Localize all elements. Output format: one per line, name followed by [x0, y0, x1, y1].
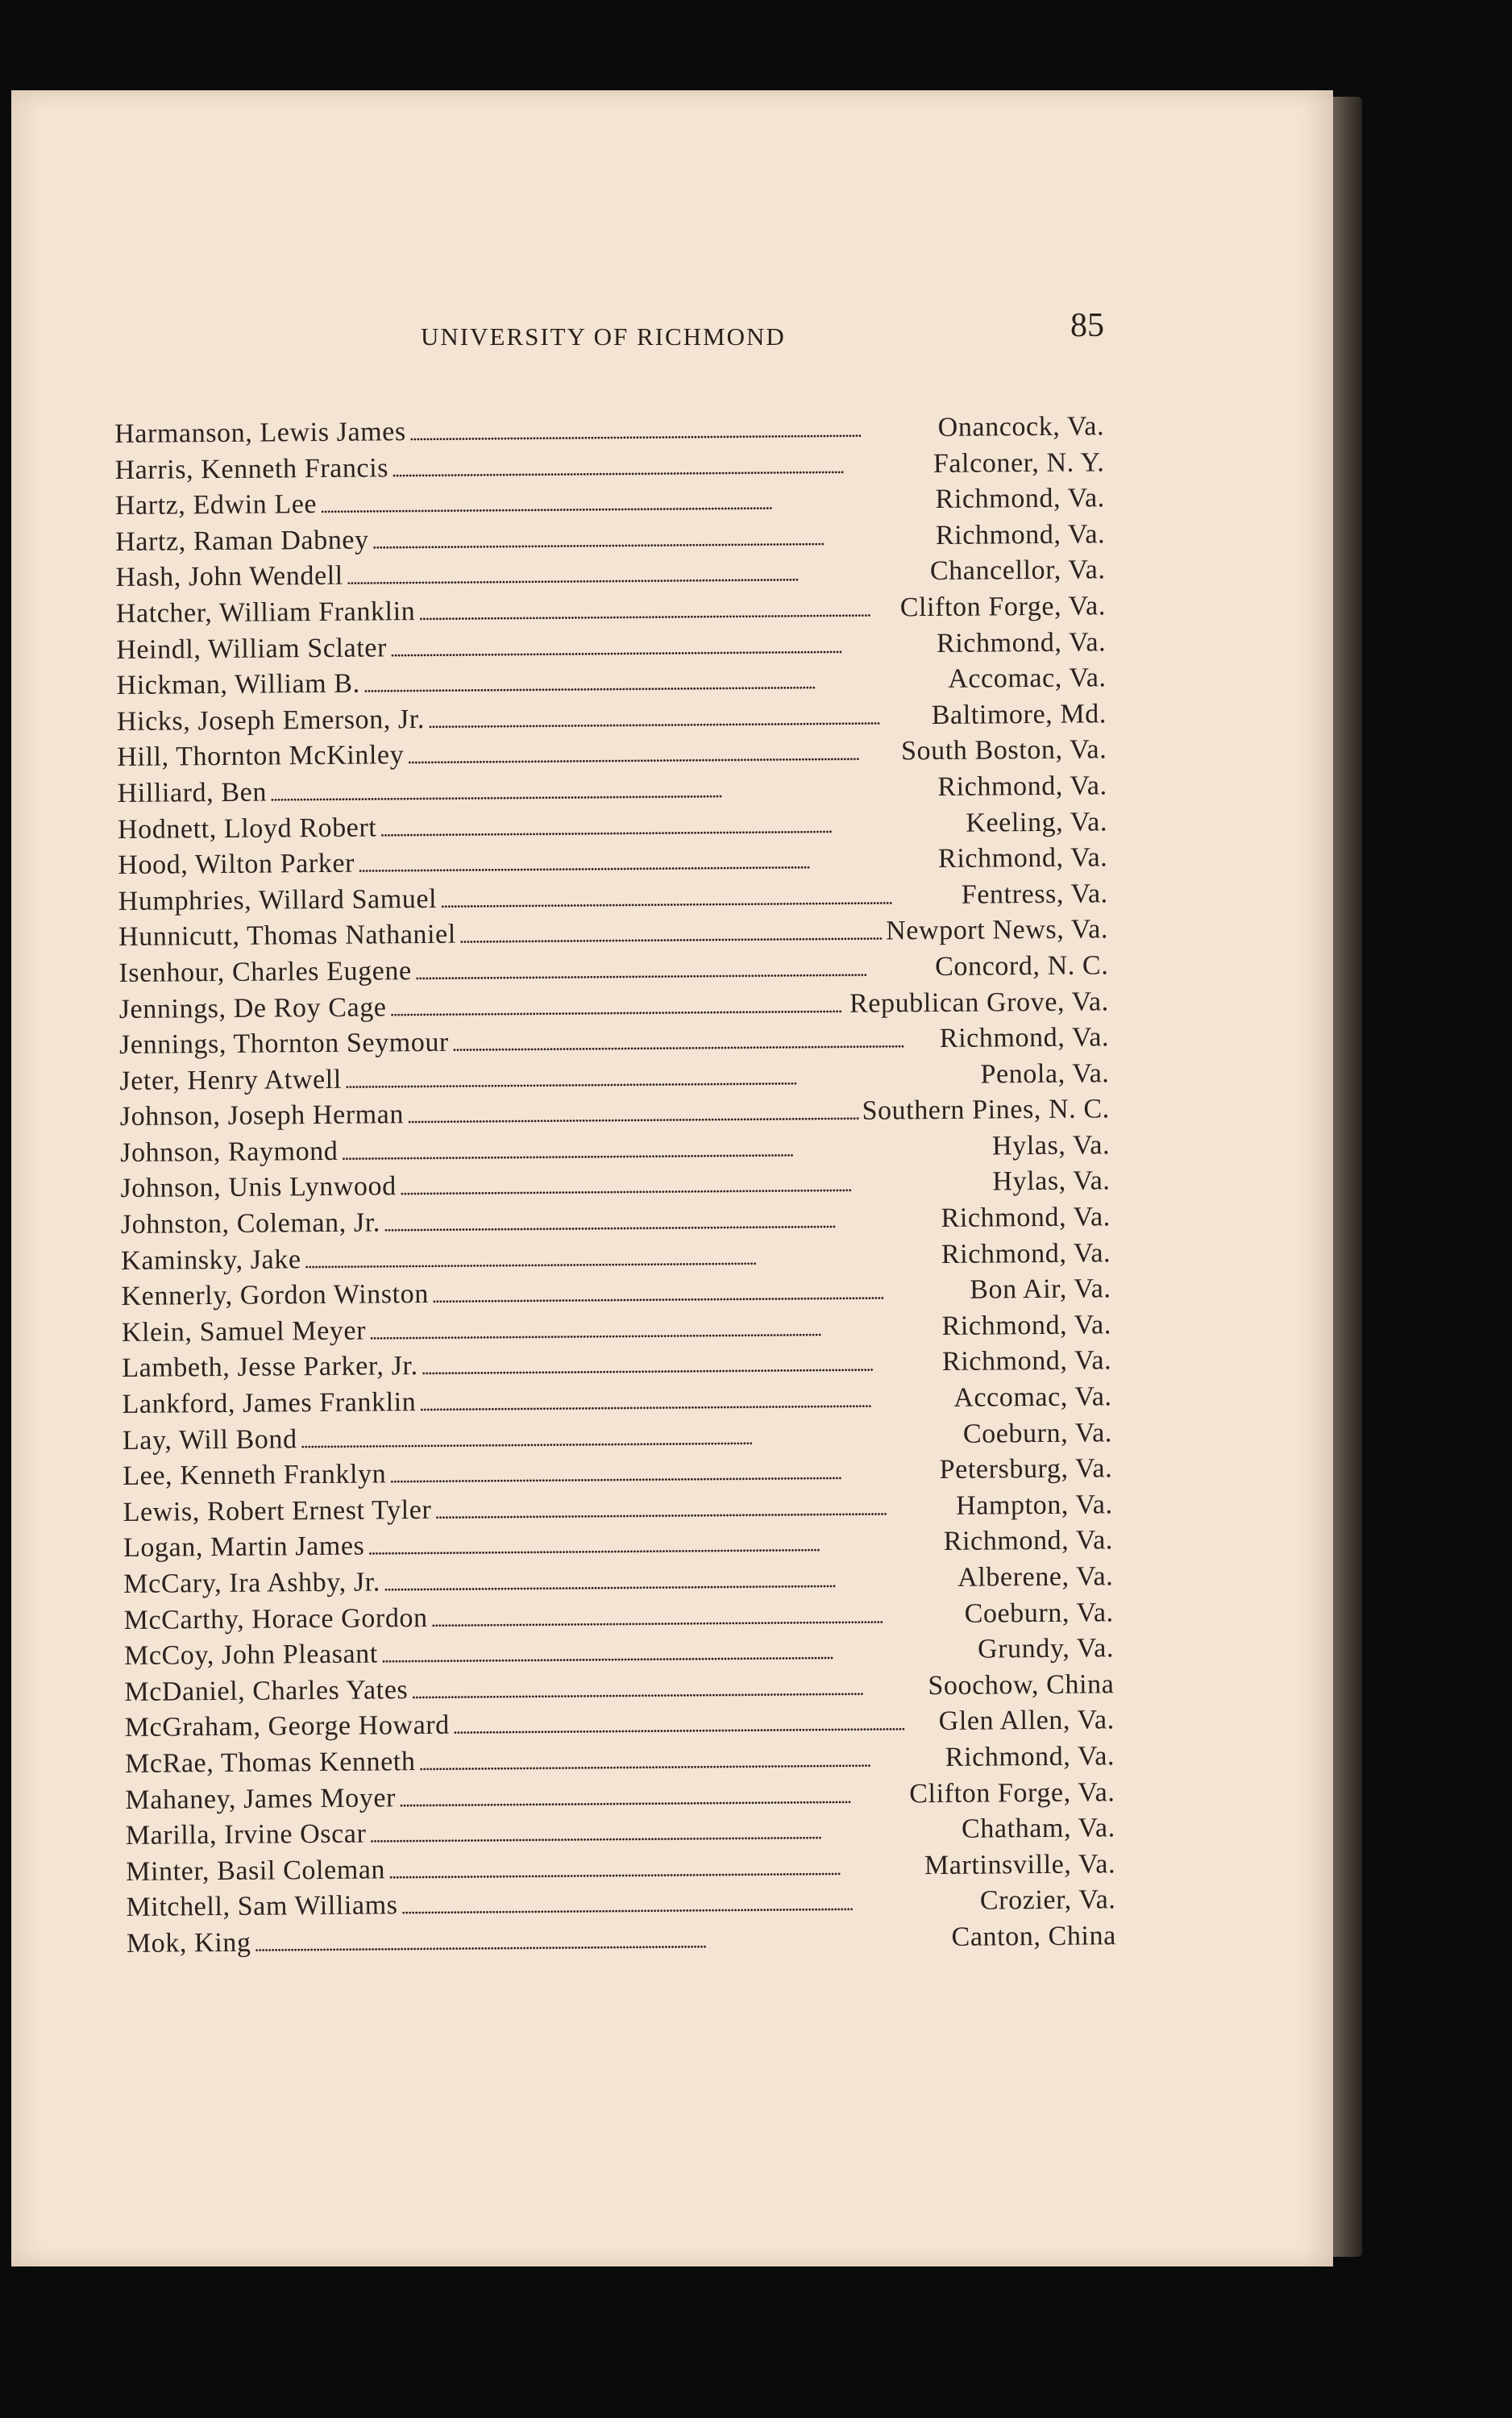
hometown: Richmond, Va.: [936, 626, 1107, 659]
student-name: McCoy, John Pleasant: [123, 1639, 379, 1672]
hometown: Falconer, N. Y.: [933, 447, 1105, 479]
hometown: Onancock, Va.: [937, 411, 1105, 442]
hometown: Clifton Forge, Va.: [909, 1776, 1115, 1809]
hometown: Petersburg, Va.: [939, 1453, 1113, 1485]
dot-leader: [358, 844, 935, 879]
dot-leader: [381, 1635, 974, 1670]
dot-leader: [389, 988, 846, 1022]
dot-leader: [389, 1455, 937, 1489]
dot-leader: [270, 772, 935, 808]
hometown: South Boston, Va.: [900, 734, 1107, 767]
dot-leader: [440, 880, 958, 915]
dot-leader: [452, 1024, 937, 1058]
hometown: Alberene, Va.: [957, 1561, 1114, 1593]
student-name: Lewis, Robert Ernest Tyler: [123, 1494, 432, 1527]
student-name: Jennings, Thornton Seymour: [118, 1027, 450, 1061]
hometown: Grundy, Va.: [977, 1633, 1115, 1664]
hometown: Canton, China: [951, 1921, 1116, 1952]
student-name: Mitchell, Sam Williams: [126, 1890, 398, 1923]
directory-list: [114, 411, 1116, 1964]
dot-leader: [304, 1240, 938, 1275]
dot-leader: [347, 556, 927, 592]
hometown: Richmond, Va.: [935, 483, 1105, 515]
hometown: Richmond, Va.: [941, 1310, 1112, 1341]
dot-leader: [431, 1598, 962, 1633]
student-name: Kennerly, Gordon Winston: [121, 1279, 429, 1312]
dot-leader: [432, 1275, 967, 1310]
hometown: Southern Pines, N. C.: [862, 1094, 1110, 1127]
dot-leader: [418, 592, 897, 627]
dot-leader: [407, 737, 898, 771]
student-name: Hodnett, Lloyd Robert: [117, 812, 377, 845]
hometown: Soochow, China: [928, 1669, 1115, 1701]
student-name: Johnson, Joseph Herman: [119, 1099, 405, 1132]
student-name: Mahaney, James Moyer: [125, 1782, 397, 1815]
running-title: UNIVERSITY OF RICHMOND: [421, 322, 786, 351]
student-name: Lankford, James Franklin: [122, 1387, 417, 1419]
hometown: Chancellor, Va.: [929, 555, 1106, 587]
dot-leader: [384, 1563, 955, 1598]
student-name: McCary, Ira Ashby, Jr.: [123, 1567, 381, 1599]
hometown: Clifton Forge, Va.: [899, 591, 1107, 623]
dot-leader: [368, 1527, 941, 1562]
student-name: McRae, Thomas Kenneth: [124, 1747, 416, 1779]
dot-leader: [421, 1347, 939, 1381]
dot-leader: [400, 1167, 990, 1203]
dot-leader: [459, 916, 883, 950]
dot-leader: [401, 1886, 977, 1922]
student-name: Mok, King: [126, 1927, 251, 1959]
dot-leader: [415, 952, 933, 987]
hometown: Fentress, Va.: [961, 879, 1108, 910]
hometown: Coeburn, Va.: [964, 1597, 1114, 1629]
student-name: Johnson, Unis Lynwood: [120, 1171, 397, 1204]
hometown: Penola, Va.: [980, 1058, 1110, 1090]
hometown: Glen Allen, Va.: [938, 1705, 1115, 1737]
student-name: Hunnicutt, Thomas Nathaniel: [118, 920, 456, 953]
hometown: Accomac, Va.: [948, 663, 1107, 695]
dot-leader: [345, 1059, 978, 1095]
student-name: Jennings, De Roy Cage: [118, 991, 387, 1024]
hometown: Chatham, Va.: [961, 1813, 1115, 1844]
student-name: McGraham, George Howard: [124, 1710, 450, 1743]
student-name: Hicks, Joseph Emerson, Jr.: [116, 704, 426, 737]
dot-leader: [428, 700, 928, 735]
dot-leader: [390, 629, 933, 663]
hometown: Crozier, Va.: [979, 1884, 1116, 1916]
dot-leader: [369, 1814, 958, 1850]
hometown: Coeburn, Va.: [962, 1417, 1113, 1449]
hometown: Martinsville, Va.: [924, 1849, 1116, 1880]
dot-leader: [407, 1096, 859, 1130]
dot-leader: [419, 1383, 950, 1418]
hometown: Richmond, Va.: [941, 1202, 1111, 1234]
student-name: Humphries, Willard Samuel: [118, 883, 438, 916]
student-name: Klein, Samuel Meyer: [121, 1315, 367, 1348]
student-name: Marilla, Irvine Oscar: [125, 1818, 367, 1851]
dot-leader: [369, 1311, 939, 1347]
student-name: Hatcher, William Franklin: [115, 596, 416, 629]
student-name: Hill, Thornton McKinley: [117, 740, 405, 773]
student-name: Lee, Kenneth Franklyn: [123, 1459, 387, 1492]
hometown: Richmond, Va.: [943, 1525, 1114, 1557]
student-name: Lambeth, Jesse Parker, Jr.: [122, 1351, 418, 1384]
student-name: Heindl, William Sclater: [116, 632, 388, 665]
student-name: Johnston, Coleman, Jr.: [120, 1207, 381, 1240]
student-name: Isenhour, Charles Eugene: [118, 956, 412, 988]
hometown: Accomac, Va.: [953, 1381, 1112, 1413]
student-name: Logan, Martin James: [123, 1531, 365, 1564]
dot-leader: [411, 1671, 924, 1705]
dot-leader: [341, 1131, 989, 1166]
hometown: Hylas, Va.: [991, 1130, 1111, 1161]
hometown: Richmond, Va.: [941, 1345, 1112, 1377]
hometown: Richmond, Va.: [937, 842, 1108, 875]
hometown: Richmond, Va.: [935, 519, 1106, 550]
hometown: Newport News, Va.: [886, 914, 1109, 946]
student-name: Kaminsky, Jake: [121, 1244, 301, 1276]
student-name: Hash, John Wendell: [115, 561, 343, 593]
student-name: Hood, Wilton Parker: [118, 848, 355, 881]
student-name: Minter, Basil Coleman: [126, 1855, 386, 1887]
dot-leader: [320, 484, 933, 520]
dot-leader: [388, 1851, 921, 1885]
hometown: Hampton, Va.: [955, 1489, 1113, 1521]
student-name: Jeter, Henry Atwell: [119, 1064, 342, 1096]
student-name: Harmanson, Lewis James: [114, 417, 406, 449]
dot-leader: [434, 1491, 953, 1526]
dot-leader: [380, 808, 962, 843]
student-name: McDaniel, Charles Yates: [124, 1674, 409, 1707]
dot-leader: [363, 664, 945, 700]
hometown: Richmond, Va.: [939, 1022, 1110, 1054]
page-number: 85: [1070, 307, 1104, 344]
student-name: McCarthy, Horace Gordon: [123, 1602, 428, 1635]
hometown: Baltimore, Md.: [931, 699, 1107, 730]
student-name: Hartz, Edwin Lee: [114, 489, 318, 521]
hometown: Hylas, Va.: [992, 1165, 1111, 1197]
dot-leader: [399, 1779, 907, 1814]
hometown: Richmond, Va.: [945, 1741, 1115, 1772]
dot-leader: [254, 1922, 948, 1959]
student-name: Hilliard, Ben: [117, 777, 268, 808]
hometown: Keeling, Va.: [966, 806, 1108, 838]
student-name: Harris, Kenneth Francis: [114, 452, 389, 485]
hometown: Republican Grove, Va.: [849, 986, 1109, 1019]
dot-leader: [418, 1743, 942, 1777]
dot-leader: [384, 1203, 938, 1238]
student-name: Hartz, Raman Dabney: [115, 525, 369, 557]
dot-leader: [392, 449, 930, 484]
dot-leader: [409, 413, 935, 447]
hometown: Bon Air, Va.: [970, 1273, 1111, 1305]
dot-leader: [300, 1419, 960, 1454]
page-header: [114, 234, 1104, 351]
dot-leader: [453, 1706, 936, 1741]
dot-leader: [372, 521, 933, 555]
student-name: Hickman, William B.: [116, 668, 360, 701]
hometown: Richmond, Va.: [937, 771, 1107, 802]
student-name: Johnson, Raymond: [120, 1136, 339, 1168]
hometown: Concord, N. C.: [934, 950, 1109, 982]
hometown: Richmond, Va.: [941, 1237, 1111, 1269]
student-name: Lay, Will Bond: [122, 1423, 297, 1456]
